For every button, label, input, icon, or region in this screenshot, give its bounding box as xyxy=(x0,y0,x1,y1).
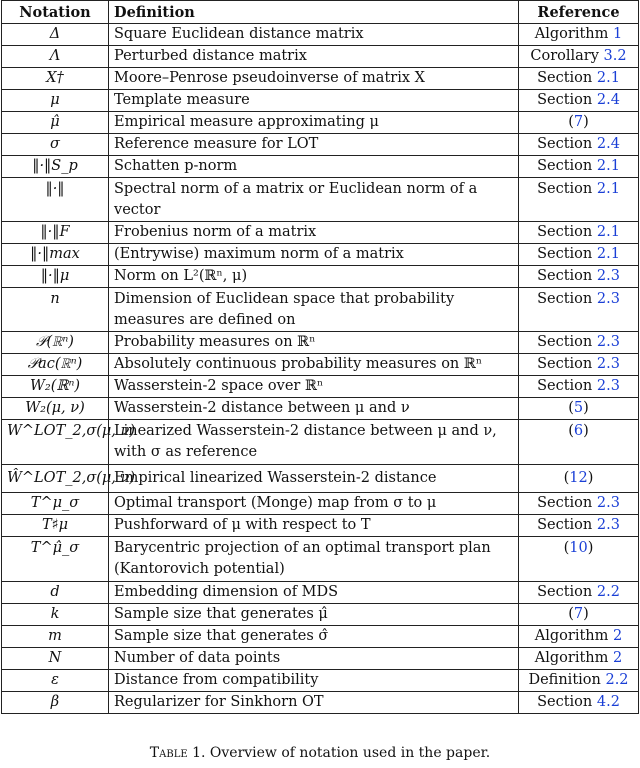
definition-cell: (Entrywise) maximum norm of a matrix xyxy=(109,244,519,266)
reference-cell xyxy=(519,178,639,222)
notation-cell: ‖·‖μ xyxy=(2,266,109,288)
reference-label: Section xyxy=(537,378,597,394)
definition-cell: Empirical measure approximating μ xyxy=(109,112,519,134)
reference-cell xyxy=(519,465,639,493)
reference-suffix: ) xyxy=(587,540,594,556)
reference-link[interactable]: 2 xyxy=(612,628,623,644)
notation-cell: m xyxy=(2,626,109,648)
notation-cell: T♯μ xyxy=(2,515,109,537)
reference-link[interactable]: 12 xyxy=(569,470,588,486)
reference-cell xyxy=(519,222,639,244)
reference-cell xyxy=(519,244,639,266)
reference-link[interactable]: 5 xyxy=(573,400,584,416)
definition-cell: Spectral norm of a matrix or Euclidean norm of a vector xyxy=(109,178,519,222)
reference-label: Algorithm xyxy=(534,628,613,644)
notation-cell: d xyxy=(2,582,109,604)
definition-cell: Wasserstein-2 space over ℝⁿ xyxy=(109,376,519,398)
reference-cell xyxy=(519,626,639,648)
table-row xyxy=(2,244,639,266)
definition-cell: Regularizer for Sinkhorn OT xyxy=(109,692,519,714)
table-row xyxy=(2,670,639,692)
table-row xyxy=(2,178,639,222)
definition-cell: Empirical linearized Wasserstein-2 distance xyxy=(109,465,519,493)
table-row xyxy=(2,332,639,354)
notation-cell: ‖·‖ xyxy=(2,178,109,222)
notation-cell: ε xyxy=(2,670,109,692)
reference-link[interactable]: 2.3 xyxy=(596,378,620,394)
reference-link[interactable]: 2.3 xyxy=(596,495,620,511)
notation-cell: W₂(μ, ν) xyxy=(2,398,109,420)
reference-cell xyxy=(519,582,639,604)
reference-link[interactable]: 2.1 xyxy=(596,224,620,240)
notation-cell: W₂(ℝⁿ) xyxy=(2,376,109,398)
reference-link[interactable]: 6 xyxy=(573,423,584,439)
table-row xyxy=(2,156,639,178)
reference-label: Section xyxy=(537,246,597,262)
definition-cell: Sample size that generates σ̂ xyxy=(109,626,519,648)
notation-cell: n xyxy=(2,288,109,332)
table-header-row xyxy=(2,1,639,24)
reference-cell xyxy=(519,648,639,670)
definition-cell: Embedding dimension of MDS xyxy=(109,582,519,604)
reference-cell xyxy=(519,376,639,398)
notation-cell: β xyxy=(2,692,109,714)
notation-cell: T^μ_σ xyxy=(2,493,109,515)
reference-label: Section xyxy=(537,268,597,284)
reference-link[interactable]: 2.2 xyxy=(596,584,620,600)
table-row xyxy=(2,465,639,493)
reference-cell xyxy=(519,288,639,332)
reference-cell xyxy=(519,604,639,626)
caption-text: Overview of notation used in the paper. xyxy=(209,745,491,761)
table-row xyxy=(2,493,639,515)
table-row xyxy=(2,420,639,465)
table-row xyxy=(2,398,639,420)
notation-cell: σ xyxy=(2,134,109,156)
reference-link[interactable]: 2.1 xyxy=(596,246,620,262)
notation-cell: N xyxy=(2,648,109,670)
reference-link[interactable]: 2.3 xyxy=(596,291,620,307)
reference-link[interactable]: 2.4 xyxy=(596,92,620,108)
table-row xyxy=(2,46,639,68)
table-row xyxy=(2,648,639,670)
reference-link[interactable]: 2.4 xyxy=(596,136,620,152)
reference-cell xyxy=(519,90,639,112)
table-row xyxy=(2,626,639,648)
table-row xyxy=(2,582,639,604)
reference-link[interactable]: 2.2 xyxy=(605,672,629,688)
reference-label: Section xyxy=(537,70,597,86)
reference-suffix: ) xyxy=(583,400,589,416)
table-row xyxy=(2,134,639,156)
reference-cell xyxy=(519,24,639,46)
definition-cell: Frobenius norm of a matrix xyxy=(109,222,519,244)
reference-link[interactable]: 2.1 xyxy=(596,181,620,197)
reference-label: ( xyxy=(568,606,574,622)
definition-cell: Barycentric projection of an optimal transport plan (Kantorovich potential) xyxy=(109,537,519,582)
table-row xyxy=(2,515,639,537)
header-notation: Notation xyxy=(2,1,109,24)
reference-label: ( xyxy=(563,540,570,556)
definition-cell: Absolutely continuous probability measures on ℝⁿ xyxy=(109,354,519,376)
notation-cell: μ xyxy=(2,90,109,112)
reference-cell xyxy=(519,515,639,537)
reference-suffix: ) xyxy=(583,114,589,130)
definition-cell: Template measure xyxy=(109,90,519,112)
table-row xyxy=(2,692,639,714)
notation-cell: Λ xyxy=(2,46,109,68)
reference-suffix: ) xyxy=(583,423,589,439)
table-row xyxy=(2,112,639,134)
notation-cell: k xyxy=(2,604,109,626)
reference-label: Section xyxy=(537,584,597,600)
definition-cell: Number of data points xyxy=(109,648,519,670)
reference-cell xyxy=(519,156,639,178)
definition-cell: Sample size that generates μ̂ xyxy=(109,604,519,626)
notation-cell: 𝒫(ℝⁿ) xyxy=(2,332,109,354)
reference-label: Algorithm xyxy=(534,26,613,42)
notation-cell: Δ xyxy=(2,24,109,46)
definition-cell: Optimal transport (Monge) map from σ to μ xyxy=(109,493,519,515)
table-row xyxy=(2,68,639,90)
reference-link[interactable]: 2 xyxy=(612,650,623,666)
caption-label: Table 1. xyxy=(149,745,206,761)
reference-label: Section xyxy=(537,694,597,710)
reference-link[interactable]: 2.3 xyxy=(596,334,620,350)
definition-cell: Square Euclidean distance matrix xyxy=(109,24,519,46)
table-row xyxy=(2,354,639,376)
table-row xyxy=(2,24,639,46)
table-caption xyxy=(0,745,640,761)
reference-link[interactable]: 2.3 xyxy=(596,268,620,284)
reference-cell xyxy=(519,68,639,90)
reference-cell xyxy=(519,493,639,515)
reference-link[interactable]: 2.3 xyxy=(596,356,620,372)
reference-label: Section xyxy=(537,334,597,350)
notation-table xyxy=(1,0,639,714)
definition-cell: Perturbed distance matrix xyxy=(109,46,519,68)
reference-cell xyxy=(519,398,639,420)
reference-label: Section xyxy=(537,224,597,240)
reference-label: Section xyxy=(537,136,597,152)
reference-label: Section xyxy=(537,517,597,533)
reference-label: Section xyxy=(537,291,597,307)
reference-link[interactable]: 7 xyxy=(573,606,584,622)
definition-cell: Reference measure for LOT xyxy=(109,134,519,156)
reference-suffix: ) xyxy=(587,470,594,486)
reference-cell xyxy=(519,420,639,465)
reference-link[interactable]: 3.2 xyxy=(603,48,627,64)
reference-link[interactable]: 10 xyxy=(569,540,588,556)
notation-cell: Ŵ^LOT_2,σ(μ, ν) xyxy=(2,465,109,493)
reference-cell xyxy=(519,537,639,582)
notation-cell: 𝒫ac(ℝⁿ) xyxy=(2,354,109,376)
notation-cell: ‖·‖S_p xyxy=(2,156,109,178)
reference-cell xyxy=(519,112,639,134)
table-row xyxy=(2,604,639,626)
table-row xyxy=(2,222,639,244)
reference-link[interactable]: 2.3 xyxy=(596,517,620,533)
definition-cell: Linearized Wasserstein-2 distance between μ and ν, with σ as reference xyxy=(109,420,519,465)
table-row xyxy=(2,288,639,332)
reference-label: Corollary xyxy=(530,48,604,64)
definition-cell: Wasserstein-2 distance between μ and ν xyxy=(109,398,519,420)
reference-cell xyxy=(519,266,639,288)
notation-cell: ‖·‖max xyxy=(2,244,109,266)
reference-cell xyxy=(519,670,639,692)
reference-cell xyxy=(519,332,639,354)
reference-label: Algorithm xyxy=(534,650,613,666)
table-row xyxy=(2,266,639,288)
notation-cell: ‖·‖F xyxy=(2,222,109,244)
reference-link[interactable]: 2.1 xyxy=(596,70,620,86)
definition-cell: Norm on L²(ℝⁿ, μ) xyxy=(109,266,519,288)
reference-cell xyxy=(519,354,639,376)
notation-cell: T^μ̂_σ xyxy=(2,537,109,582)
reference-link[interactable]: 7 xyxy=(573,114,584,130)
definition-cell: Dimension of Euclidean space that probability measures are defined on xyxy=(109,288,519,332)
reference-label: ( xyxy=(563,470,570,486)
reference-cell xyxy=(519,134,639,156)
reference-link[interactable]: 4.2 xyxy=(596,694,620,710)
header-reference: Reference xyxy=(519,1,639,24)
definition-cell: Probability measures on ℝⁿ xyxy=(109,332,519,354)
definition-cell: Schatten p-norm xyxy=(109,156,519,178)
table-row xyxy=(2,537,639,582)
notation-cell: X† xyxy=(2,68,109,90)
definition-cell: Moore–Penrose pseudoinverse of matrix X xyxy=(109,68,519,90)
reference-cell xyxy=(519,692,639,714)
definition-cell: Pushforward of μ with respect to T xyxy=(109,515,519,537)
reference-label: Section xyxy=(537,92,597,108)
reference-label: Section xyxy=(537,356,597,372)
reference-label: Section xyxy=(537,181,597,197)
reference-link[interactable]: 2.1 xyxy=(596,158,620,174)
table-row xyxy=(2,376,639,398)
reference-link[interactable]: 1 xyxy=(612,26,623,42)
reference-label: Definition xyxy=(528,672,606,688)
reference-suffix: ) xyxy=(583,606,589,622)
reference-label: ( xyxy=(568,114,574,130)
table-row xyxy=(2,90,639,112)
definition-cell: Distance from compatibility xyxy=(109,670,519,692)
reference-cell xyxy=(519,46,639,68)
reference-label: ( xyxy=(568,400,574,416)
reference-label: ( xyxy=(568,423,574,439)
notation-cell: W^LOT_2,σ(μ, ν) xyxy=(2,420,109,465)
notation-cell: μ̂ xyxy=(2,112,109,134)
header-definition: Definition xyxy=(109,1,519,24)
reference-label: Section xyxy=(537,495,597,511)
reference-label: Section xyxy=(537,158,597,174)
